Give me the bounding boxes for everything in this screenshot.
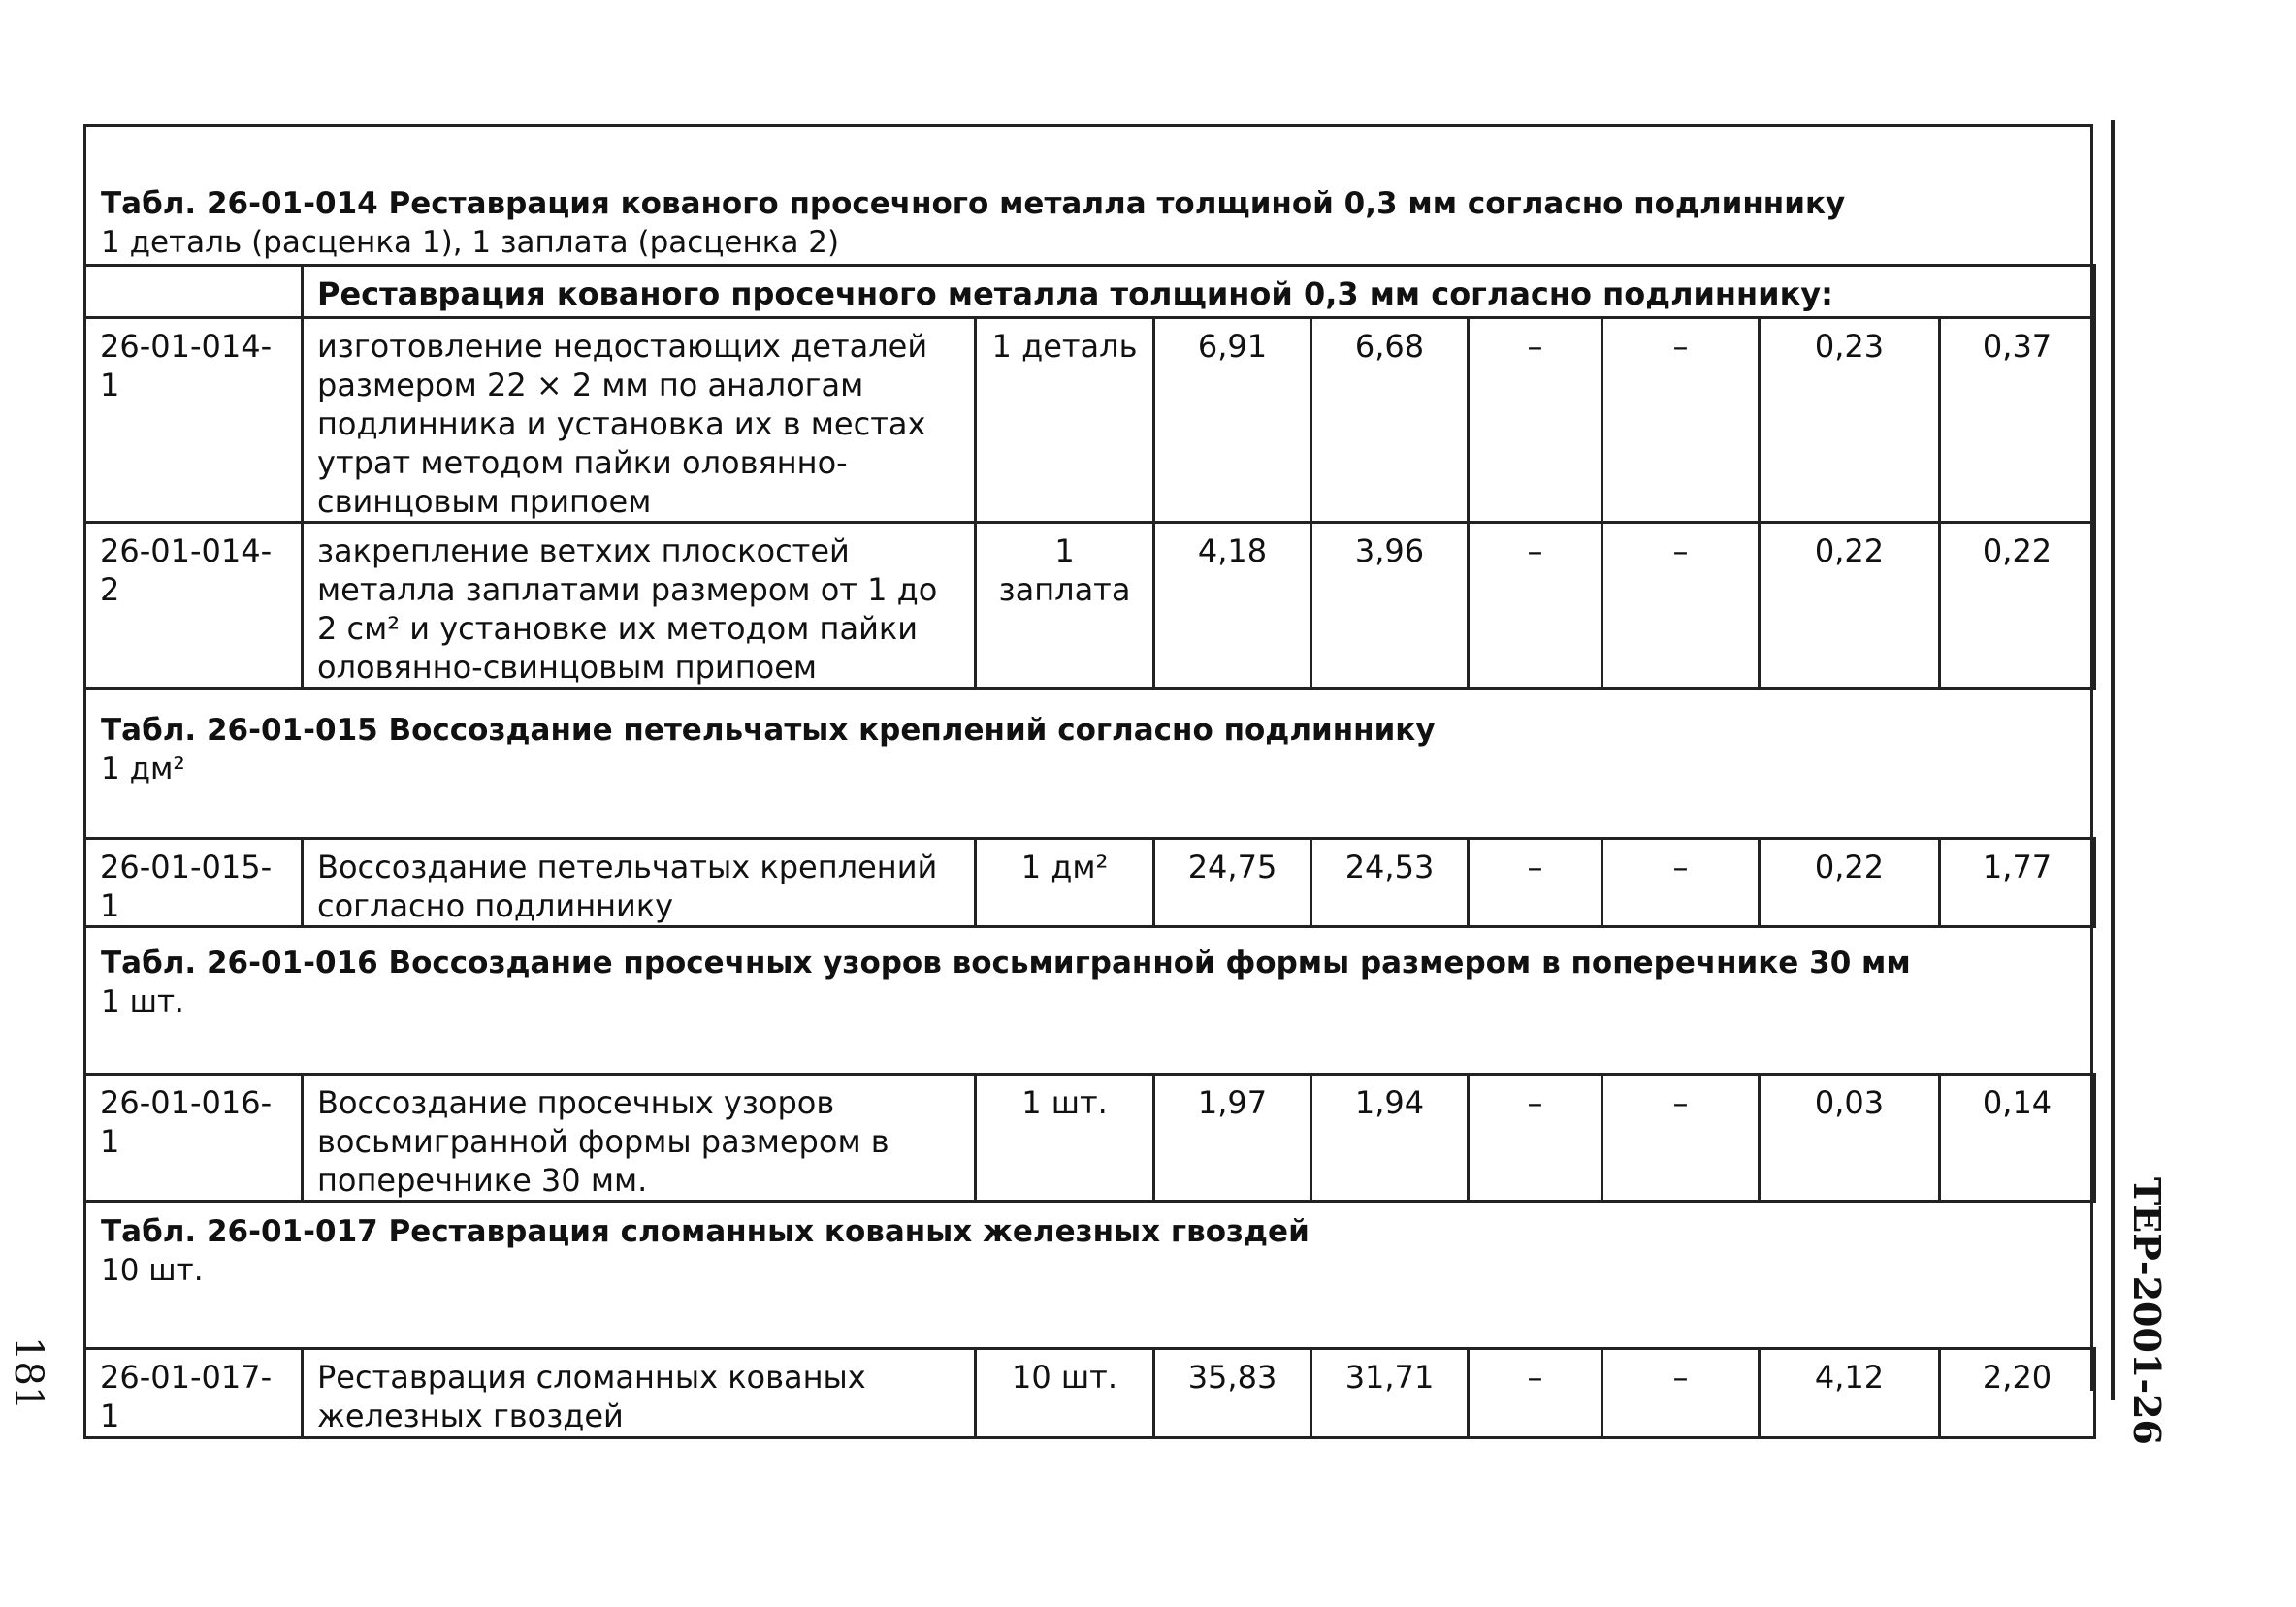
rate-col-4: – — [1602, 1075, 1760, 1202]
rate-col-6: 0,37 — [1940, 318, 2095, 523]
rates-table — [83, 264, 2096, 1439]
rate-code: 26-01-017-1 — [85, 1349, 303, 1438]
section-heading-015 — [85, 689, 2095, 839]
rate-unit: 10 шт. — [976, 1349, 1154, 1438]
table-title-016: Табл. 26-01-016 Воссоздание просечных узоров восьмигранной формы размером в поперечнике 30 мм — [101, 946, 1911, 980]
table-title-017: Табл. 26-01-017 Реставрация сломанных кованых железных гвоздей — [101, 1214, 1310, 1249]
subheading-row — [85, 266, 2095, 318]
rate-col-2: 6,68 — [1311, 318, 1469, 523]
rate-col-4: – — [1602, 523, 1760, 689]
rate-col-2: 24,53 — [1311, 839, 1469, 927]
rate-col-1: 24,75 — [1154, 839, 1311, 927]
heading-spacer — [85, 1202, 2095, 1349]
rate-col-2: 1,94 — [1311, 1075, 1469, 1202]
document-code: ТЕР-2001-26 — [2125, 1177, 2169, 1446]
rate-col-1: 35,83 — [1154, 1349, 1311, 1438]
heading-spacer — [85, 689, 2095, 839]
rate-col-2: 31,71 — [1311, 1349, 1469, 1438]
rate-description: Воссоздание просечных узоров восьмигранной формы размером в поперечнике 30 мм. — [303, 1075, 976, 1202]
section-heading-016 — [85, 927, 2095, 1075]
rate-unit: 1 деталь — [976, 318, 1154, 523]
rate-col-5: 0,22 — [1760, 523, 1940, 689]
subheading-code-cell — [85, 266, 303, 318]
rate-col-6: 0,14 — [1940, 1075, 2095, 1202]
table-row — [85, 523, 2095, 689]
rate-code: 26-01-014-2 — [85, 523, 303, 689]
rate-col-3: – — [1469, 318, 1602, 523]
rate-unit: 1 дм² — [976, 839, 1154, 927]
heading-spacer — [85, 927, 2095, 1075]
rate-unit: 1 заплата — [976, 523, 1154, 689]
rate-col-6: 0,22 — [1940, 523, 2095, 689]
rate-code: 26-01-015-1 — [85, 839, 303, 927]
rate-col-6: 1,77 — [1940, 839, 2095, 927]
rate-col-1: 1,97 — [1154, 1075, 1311, 1202]
table-row — [85, 1349, 2095, 1438]
side-rule — [2111, 120, 2115, 1400]
rate-col-5: 0,22 — [1760, 839, 1940, 927]
table-unit-016: 1 шт. — [101, 984, 184, 1019]
subheading-text: Реставрация кованого просечного металла толщиной 0,3 мм согласно подлиннику: — [303, 266, 2095, 318]
table-row — [85, 1075, 2095, 1202]
rate-description: Реставрация сломанных кованых железных гвоздей — [303, 1349, 976, 1438]
rate-col-5: 0,23 — [1760, 318, 1940, 523]
rate-col-5: 4,12 — [1760, 1349, 1940, 1438]
rate-col-4: – — [1602, 1349, 1760, 1438]
table-row — [85, 318, 2095, 523]
section-heading-017 — [85, 1202, 2095, 1349]
rate-col-4: – — [1602, 839, 1760, 927]
rate-code: 26-01-014-1 — [85, 318, 303, 523]
rate-col-6: 2,20 — [1940, 1349, 2095, 1438]
rate-col-3: – — [1469, 1349, 1602, 1438]
rate-col-4: – — [1602, 318, 1760, 523]
page-number: 181 — [6, 1336, 50, 1411]
table-row — [85, 839, 2095, 927]
rate-description: закрепление ветхих плоскостей металла заплатами размером от 1 до 2 см² и установке их методом пайки оловянно-свинцовым припоем — [303, 523, 976, 689]
table-unit-015: 1 дм² — [101, 752, 185, 787]
table-unit-014: 1 деталь (расценка 1), 1 заплата (расценка 2) — [101, 225, 840, 260]
rate-col-2: 3,96 — [1311, 523, 1469, 689]
table-title-015: Табл. 26-01-015 Воссоздание петельчатых креплений согласно подлиннику — [101, 713, 1436, 748]
rate-col-1: 6,91 — [1154, 318, 1311, 523]
rate-col-3: – — [1469, 523, 1602, 689]
rate-col-1: 4,18 — [1154, 523, 1311, 689]
rate-col-3: – — [1469, 839, 1602, 927]
rate-unit: 1 шт. — [976, 1075, 1154, 1202]
rate-col-3: – — [1469, 1075, 1602, 1202]
rate-description: изготовление недостающих деталей размером 22 × 2 мм по аналогам подлинника и установка их в местах утрат методом пайки оловянно-свинцовым припоем — [303, 318, 976, 523]
rate-description: Воссоздание петельчатых креплений согласно подлиннику — [303, 839, 976, 927]
table-unit-017: 10 шт. — [101, 1253, 204, 1288]
rate-col-5: 0,03 — [1760, 1075, 1940, 1202]
rate-code: 26-01-016-1 — [85, 1075, 303, 1202]
table-title-014: Табл. 26-01-014 Реставрация кованого просечного металла толщиной 0,3 мм согласно подлиннику — [101, 186, 1846, 221]
